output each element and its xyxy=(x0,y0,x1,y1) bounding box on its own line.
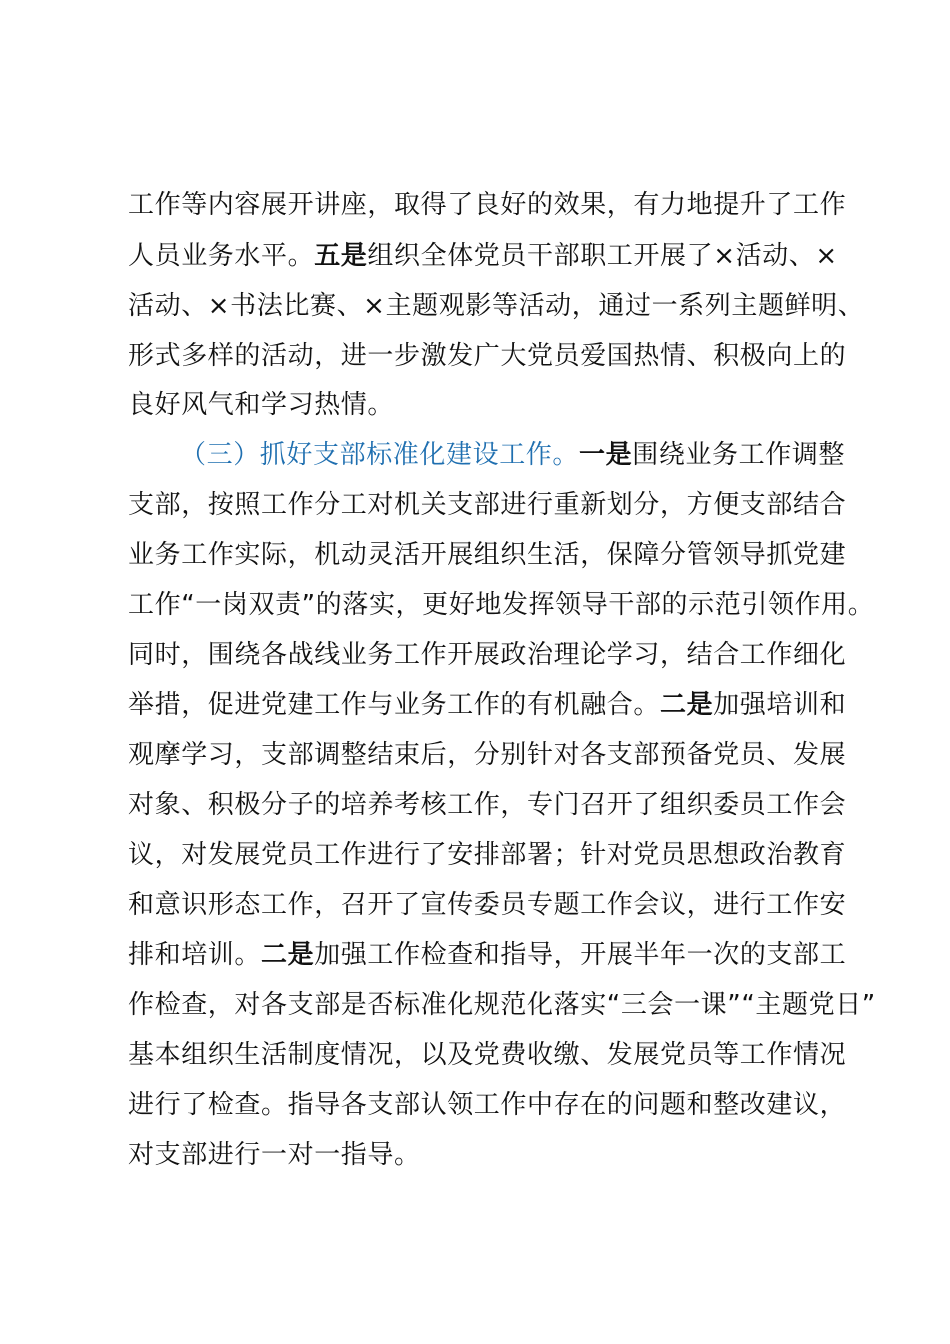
text-run: 业务工作实际，机动灵活开展组织生活，保障分管领导抓党建 xyxy=(128,540,847,570)
bold-marker: 二是 xyxy=(261,940,315,970)
bold-marker: 五是 xyxy=(314,241,368,271)
text-run: 对象、积极分子的培养考核工作，专门召开了组织委员工作会 xyxy=(128,790,847,820)
text-run: 人员业务水平。 xyxy=(128,241,315,271)
text-line xyxy=(128,485,846,525)
text-run: 进行了检查。指导各支部认领工作中存在的问题和整改建议， xyxy=(128,1090,847,1120)
text-run: 形式多样的活动，进一步激发广大党员爱国热情、积极向上的 xyxy=(128,341,847,371)
text-run: 工作“一岗双责”的落实，更好地发挥领导干部的示范引领作用。 xyxy=(128,590,875,620)
text-line xyxy=(128,1085,846,1125)
text-run: 活动、×书法比赛、×主题观影等活动，通过一系列主题鲜明、 xyxy=(128,291,865,321)
text-line xyxy=(128,236,838,276)
text-run: 排和培训。 xyxy=(128,940,262,970)
text-line xyxy=(128,635,846,675)
text-line xyxy=(128,735,846,775)
text-run: 组织全体党员干部职工开展了×活动、× xyxy=(367,241,838,271)
text-run: 和意识形态工作，召开了宣传委员专题工作会议，进行工作安 xyxy=(128,890,847,920)
text-run: 议，对发展党员工作进行了安排部署；针对党员思想政治教育 xyxy=(128,840,847,870)
text-line xyxy=(128,585,874,625)
text-run: 良好风气和学习热情。 xyxy=(128,390,395,420)
text-run: 加强工作检查和指导，开展半年一次的支部工 xyxy=(314,940,847,970)
text-line xyxy=(128,385,394,425)
text-line xyxy=(128,985,876,1025)
text-run: 围绕业务工作调整 xyxy=(632,440,846,470)
section-heading: （三）抓好支部标准化建设工作。 xyxy=(180,440,580,470)
text-run: 支部，按照工作分工对机关支部进行重新划分，方便支部结合 xyxy=(128,490,847,520)
text-run: 基本组织生活制度情况，以及党费收缴、发展党员等工作情况 xyxy=(128,1040,847,1070)
text-line xyxy=(128,336,846,376)
text-line xyxy=(128,1035,846,1075)
text-run: 加强培训和 xyxy=(713,690,847,720)
text-line xyxy=(128,835,846,875)
text-line xyxy=(128,685,846,725)
text-run: 对支部进行一对一指导。 xyxy=(128,1140,421,1170)
text-run: 观摩学习，支部调整结束后，分别针对各支部预备党员、发展 xyxy=(128,740,847,770)
text-line xyxy=(128,785,846,825)
text-run: 工作等内容展开讲座，取得了良好的效果，有力地提升了工作 xyxy=(128,190,847,220)
text-line xyxy=(180,435,845,475)
text-run: 作检查，对各支部是否标准化规范化落实“三会一课”“主题党日” xyxy=(128,990,876,1020)
text-run: 举措，促进党建工作与业务工作的有机融合。 xyxy=(128,690,661,720)
bold-marker: 二是 xyxy=(660,690,714,720)
text-line xyxy=(128,535,846,575)
text-line xyxy=(128,885,846,925)
text-run: 同时，围绕各战线业务工作开展政治理论学习，结合工作细化 xyxy=(128,640,847,670)
text-line xyxy=(128,185,846,225)
bold-marker: 一是 xyxy=(579,440,633,470)
text-line xyxy=(128,1135,421,1175)
text-line xyxy=(128,935,846,975)
text-line xyxy=(128,286,864,326)
